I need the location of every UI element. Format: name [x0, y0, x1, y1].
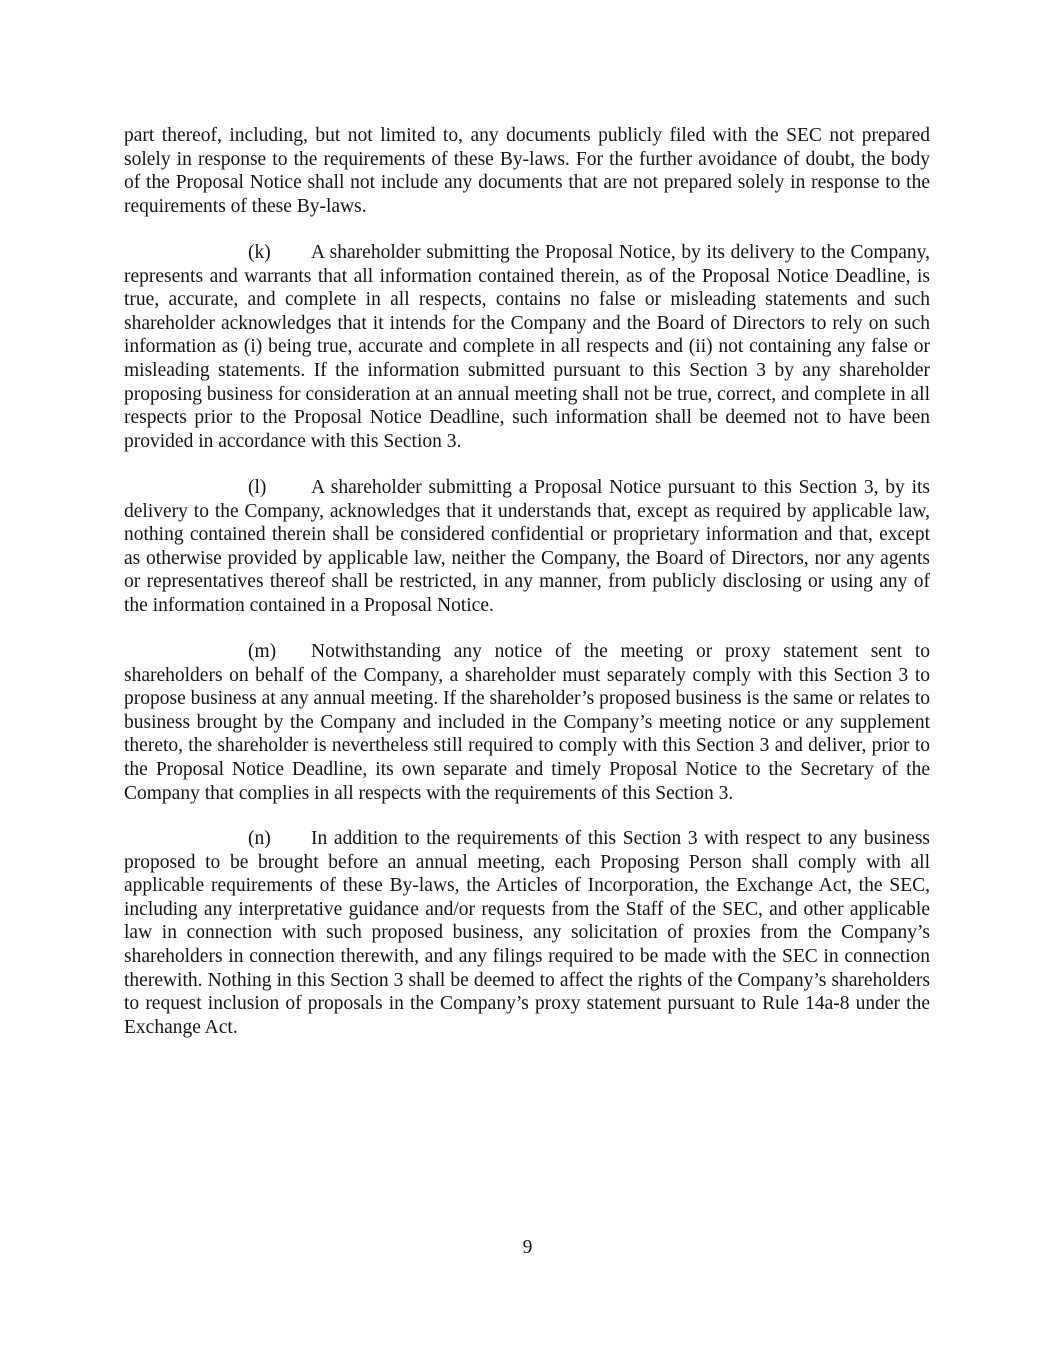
paragraph-marker-k: (k) — [248, 242, 271, 263]
continuation-paragraph: part thereof, including, but not limited to, any documents publicly filed with the SEC not prepared solely in response to the requirements of these By-laws. For the further avoidance of doubt, the body of the Proposal Notice shall not include any documents that are not prepared solely in response to the requirements of these By-laws. — [124, 125, 930, 217]
paragraph-l — [124, 476, 930, 618]
paragraph-text-l: A shareholder submitting a Proposal Notice pursuant to this Section 3, by its delivery to the Company, acknowledges that it understands that, except as required by applicable law, nothing contained therein shall be considered confidential or proprietary information and that, except as otherwise provided by applicable law, neither the Company, the Board of Directors, nor any agents or representatives thereof shall be restricted, in any manner, from publicly disclosing or using any of the information contained in a Proposal Notice. — [124, 477, 930, 616]
paragraph-text-n: In addition to the requirements of this Section 3 with respect to any business proposed to be brought before an annual meeting, each Proposing Person shall comply with all applicable requirements of these By-laws, the Articles of Incorporation, the Exchange Act, the SEC, including any interpretative guidance and/or requests from the Staff of the SEC, and other applicable law in connection with such proposed business, any solicitation of proxies from the Company’s shareholders in connection therewith, and any filings required to be made with the SEC in connection therewith. Nothing in this Section 3 shall be deemed to affect the rights of the Company’s shareholders to request inclusion of proposals in the Company’s proxy statement pursuant to Rule 14a-8 under the Exchange Act. — [124, 828, 930, 1038]
paragraph-m — [124, 640, 930, 805]
paragraph-marker-n: (n) — [248, 828, 271, 849]
paragraph-n — [124, 827, 930, 1039]
paragraph-marker-l: (l) — [248, 477, 267, 498]
paragraph-marker-m: (m) — [248, 641, 277, 662]
paragraph-text-k: A shareholder submitting the Proposal Notice, by its delivery to the Company, represents and warrants that all information contained therein, as of the Proposal Notice Deadline, is true, accurate, and complete in all respects, contains no false or misleading statements and such shareholder acknowledges that it intends for the Company and the Board of Directors to rely on such information as (i) being true, accurate and complete in all respects and (ii) not containing any false or misleading statements. If the information submitted pursuant to this Section 3 by any shareholder proposing business for consideration at an annual meeting shall not be true, correct, and complete in all respects prior to the Proposal Notice Deadline, such information shall be deemed not to have been provided in accordance with this Section 3. — [124, 242, 930, 452]
paragraph-text-m: Notwithstanding any notice of the meeting or proxy statement sent to shareholders on behalf of the Company, a shareholder must separately comply with this Section 3 to propose business at any annual meeting. If the shareholder’s proposed business is the same or relates to business brought by the Company and included in the Company’s meeting notice or any supplement thereto, the shareholder is nevertheless still required to comply with this Section 3 and deliver, prior to the Proposal Notice Deadline, its own separate and timely Proposal Notice to the Secretary of the Company that complies in all respects with the requirements of this Section 3. — [124, 641, 930, 804]
page-number: 9 — [522, 1237, 533, 1258]
paragraph-k — [124, 241, 930, 453]
